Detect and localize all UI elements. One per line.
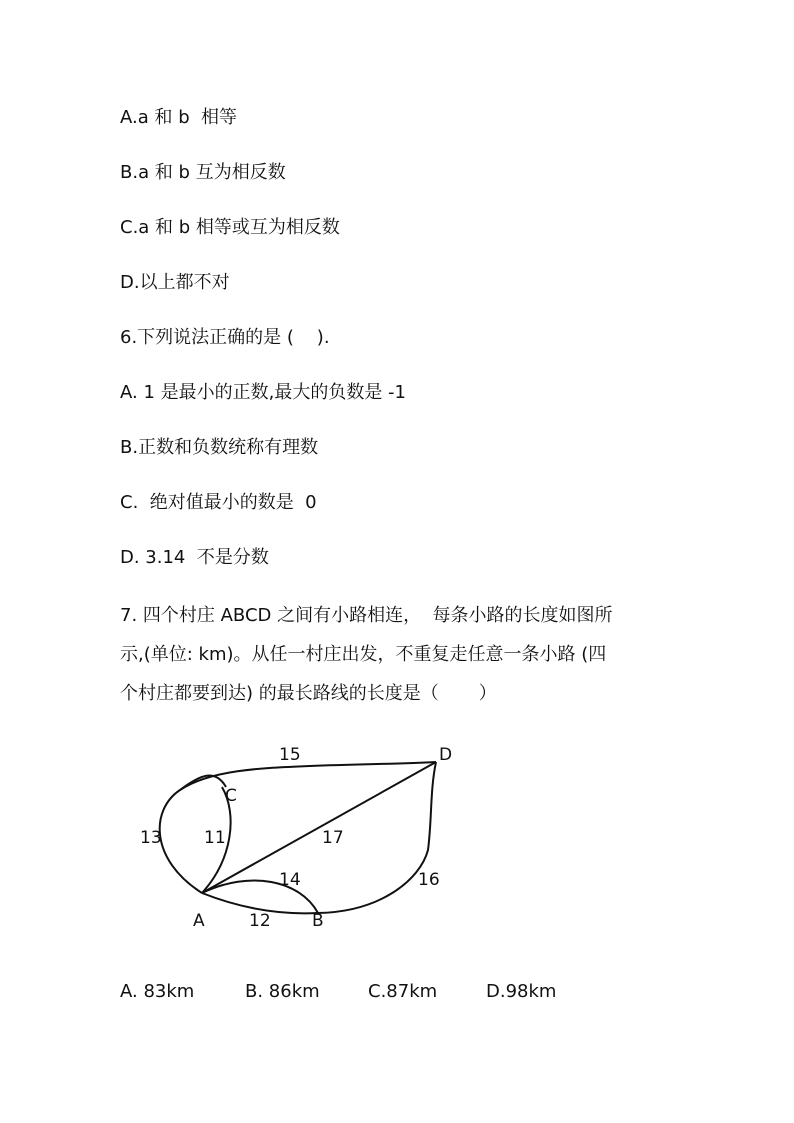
road-b-d [318,762,436,913]
q6-stem: 6.下列说法正确的是 ( ). [120,327,330,348]
edge-label-13: 13 [140,828,162,848]
edge-label-15: 15 [279,745,301,765]
q5-option-b: B.a 和 b 互为相反数 [120,162,286,183]
edge-label-12: 12 [249,911,271,931]
vertex-d-label: D [439,745,453,765]
q6-option-d: D. 3.14 不是分数 [120,547,269,568]
road-a-b-bottom [202,893,318,913]
q5-option-d: D.以上都不对 [120,272,230,293]
edge-label-17: 17 [322,828,344,848]
edge-label-11: 11 [204,828,226,848]
q7-stem-line-2: 示,(单位: km)。从任一村庄出发，不重复走任意一条小路 (四 [120,644,607,665]
road-a-b-arc [202,881,318,913]
q7-stem-line-1: 7. 四个村庄 ABCD 之间有小路相连， 每条小路的长度如图所 [120,605,613,626]
q7-stem [120,596,680,713]
road-a-c-inner [202,787,231,893]
q7-option-b: B. 86km [245,981,320,1002]
q7-option-d: D.98km [486,981,557,1002]
q7-option-a: A. 83km [120,981,195,1002]
vertex-a-label: A [193,911,205,931]
edge-label-14: 14 [279,870,301,890]
q5-option-a: A.a 和 b 相等 [120,107,238,128]
vertex-b-label: B [312,911,324,931]
edge-label-16: 16 [418,870,440,890]
q7-stem-line-3: 个村庄都要到达) 的最长路线的长度是（ ） [120,683,497,704]
road-a-d [202,762,436,893]
road-a-left-c [160,775,226,893]
q7-option-c: C.87km [368,981,438,1002]
q6-option-b: B.正数和负数统称有理数 [120,437,319,458]
q6-option-c: C. 绝对值最小的数是 0 [120,492,317,513]
road-c-top-d [180,762,436,790]
vertex-c-label: C [225,786,237,806]
q6-option-a: A. 1 是最小的正数,最大的负数是 -1 [120,382,407,403]
q5-option-c: C.a 和 b 相等或互为相反数 [120,217,340,238]
